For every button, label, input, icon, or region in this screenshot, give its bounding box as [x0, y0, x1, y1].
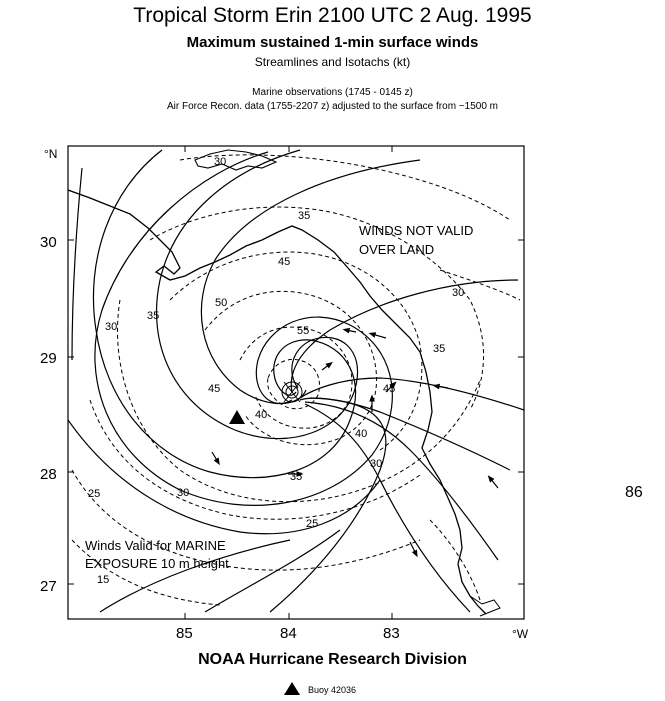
lon-tick-label: 84	[280, 625, 297, 642]
lon-tick-label: 85	[176, 625, 193, 642]
recon-obs-note: Air Force Recon. data (1755-2207 z) adjusted to the surface from ~1500 m	[166, 101, 498, 112]
buoy-legend-icon	[284, 682, 300, 695]
isotach-label: 45	[278, 256, 291, 268]
marine-note-line1: Winds Valid for MARINE	[85, 538, 226, 553]
marine-note-line2: EXPOSURE 10 m height	[85, 556, 229, 571]
buoy-legend-label: Buoy 42036	[308, 685, 357, 695]
isotach-label: 50	[215, 297, 228, 309]
subtitle: Maximum sustained 1-min surface winds	[186, 34, 479, 51]
isotach-label: 35	[290, 471, 303, 483]
title: Tropical Storm Erin 2100 UTC 2 Aug. 1995	[133, 4, 532, 27]
marine-obs-note: Marine observations (1745 - 0145 z)	[252, 87, 413, 98]
isotach-label: 30	[452, 287, 465, 299]
lon-tick-label: 83	[383, 625, 400, 642]
lat-unit-label: °N	[44, 147, 58, 161]
isotach-label: 30	[214, 156, 227, 168]
footer-org: NOAA Hurricane Research Division	[198, 651, 467, 668]
lon-unit-label: °W	[512, 627, 529, 641]
isotach-label: 30	[177, 487, 190, 499]
lat-tick-label: 28	[40, 466, 57, 483]
isotach-label: 15	[97, 574, 110, 586]
isotach-label: 25	[306, 518, 319, 530]
isotach-label: 55	[297, 325, 310, 337]
lat-tick-label: 30	[40, 234, 57, 251]
isotach-label: 35	[147, 310, 160, 322]
isotach-label: 40	[355, 428, 368, 440]
land-warning-line1: WINDS NOT VALID	[359, 223, 474, 238]
isotach-label: 35	[298, 210, 311, 222]
isotach-label: 35	[433, 343, 446, 355]
storm-center	[282, 382, 302, 402]
buoy-marker-icon	[229, 410, 245, 424]
land-warning-line2: OVER LAND	[359, 242, 435, 257]
isotach-label: 30	[105, 321, 118, 333]
isotach-label-group	[88, 156, 464, 586]
lat-tick-label: 29	[40, 350, 57, 367]
product-label: Streamlines and Isotachs (kt)	[254, 55, 411, 69]
isotach-label: 25	[88, 488, 101, 500]
right-margin-number: 86	[625, 484, 643, 501]
lat-tick-label: 27	[40, 578, 57, 595]
isotach-label: 40	[255, 409, 268, 421]
isotach-label: 45	[208, 383, 221, 395]
isotach-label: 30	[370, 458, 383, 470]
isotach-label: 45	[383, 383, 396, 395]
buoy-legend	[284, 682, 356, 695]
